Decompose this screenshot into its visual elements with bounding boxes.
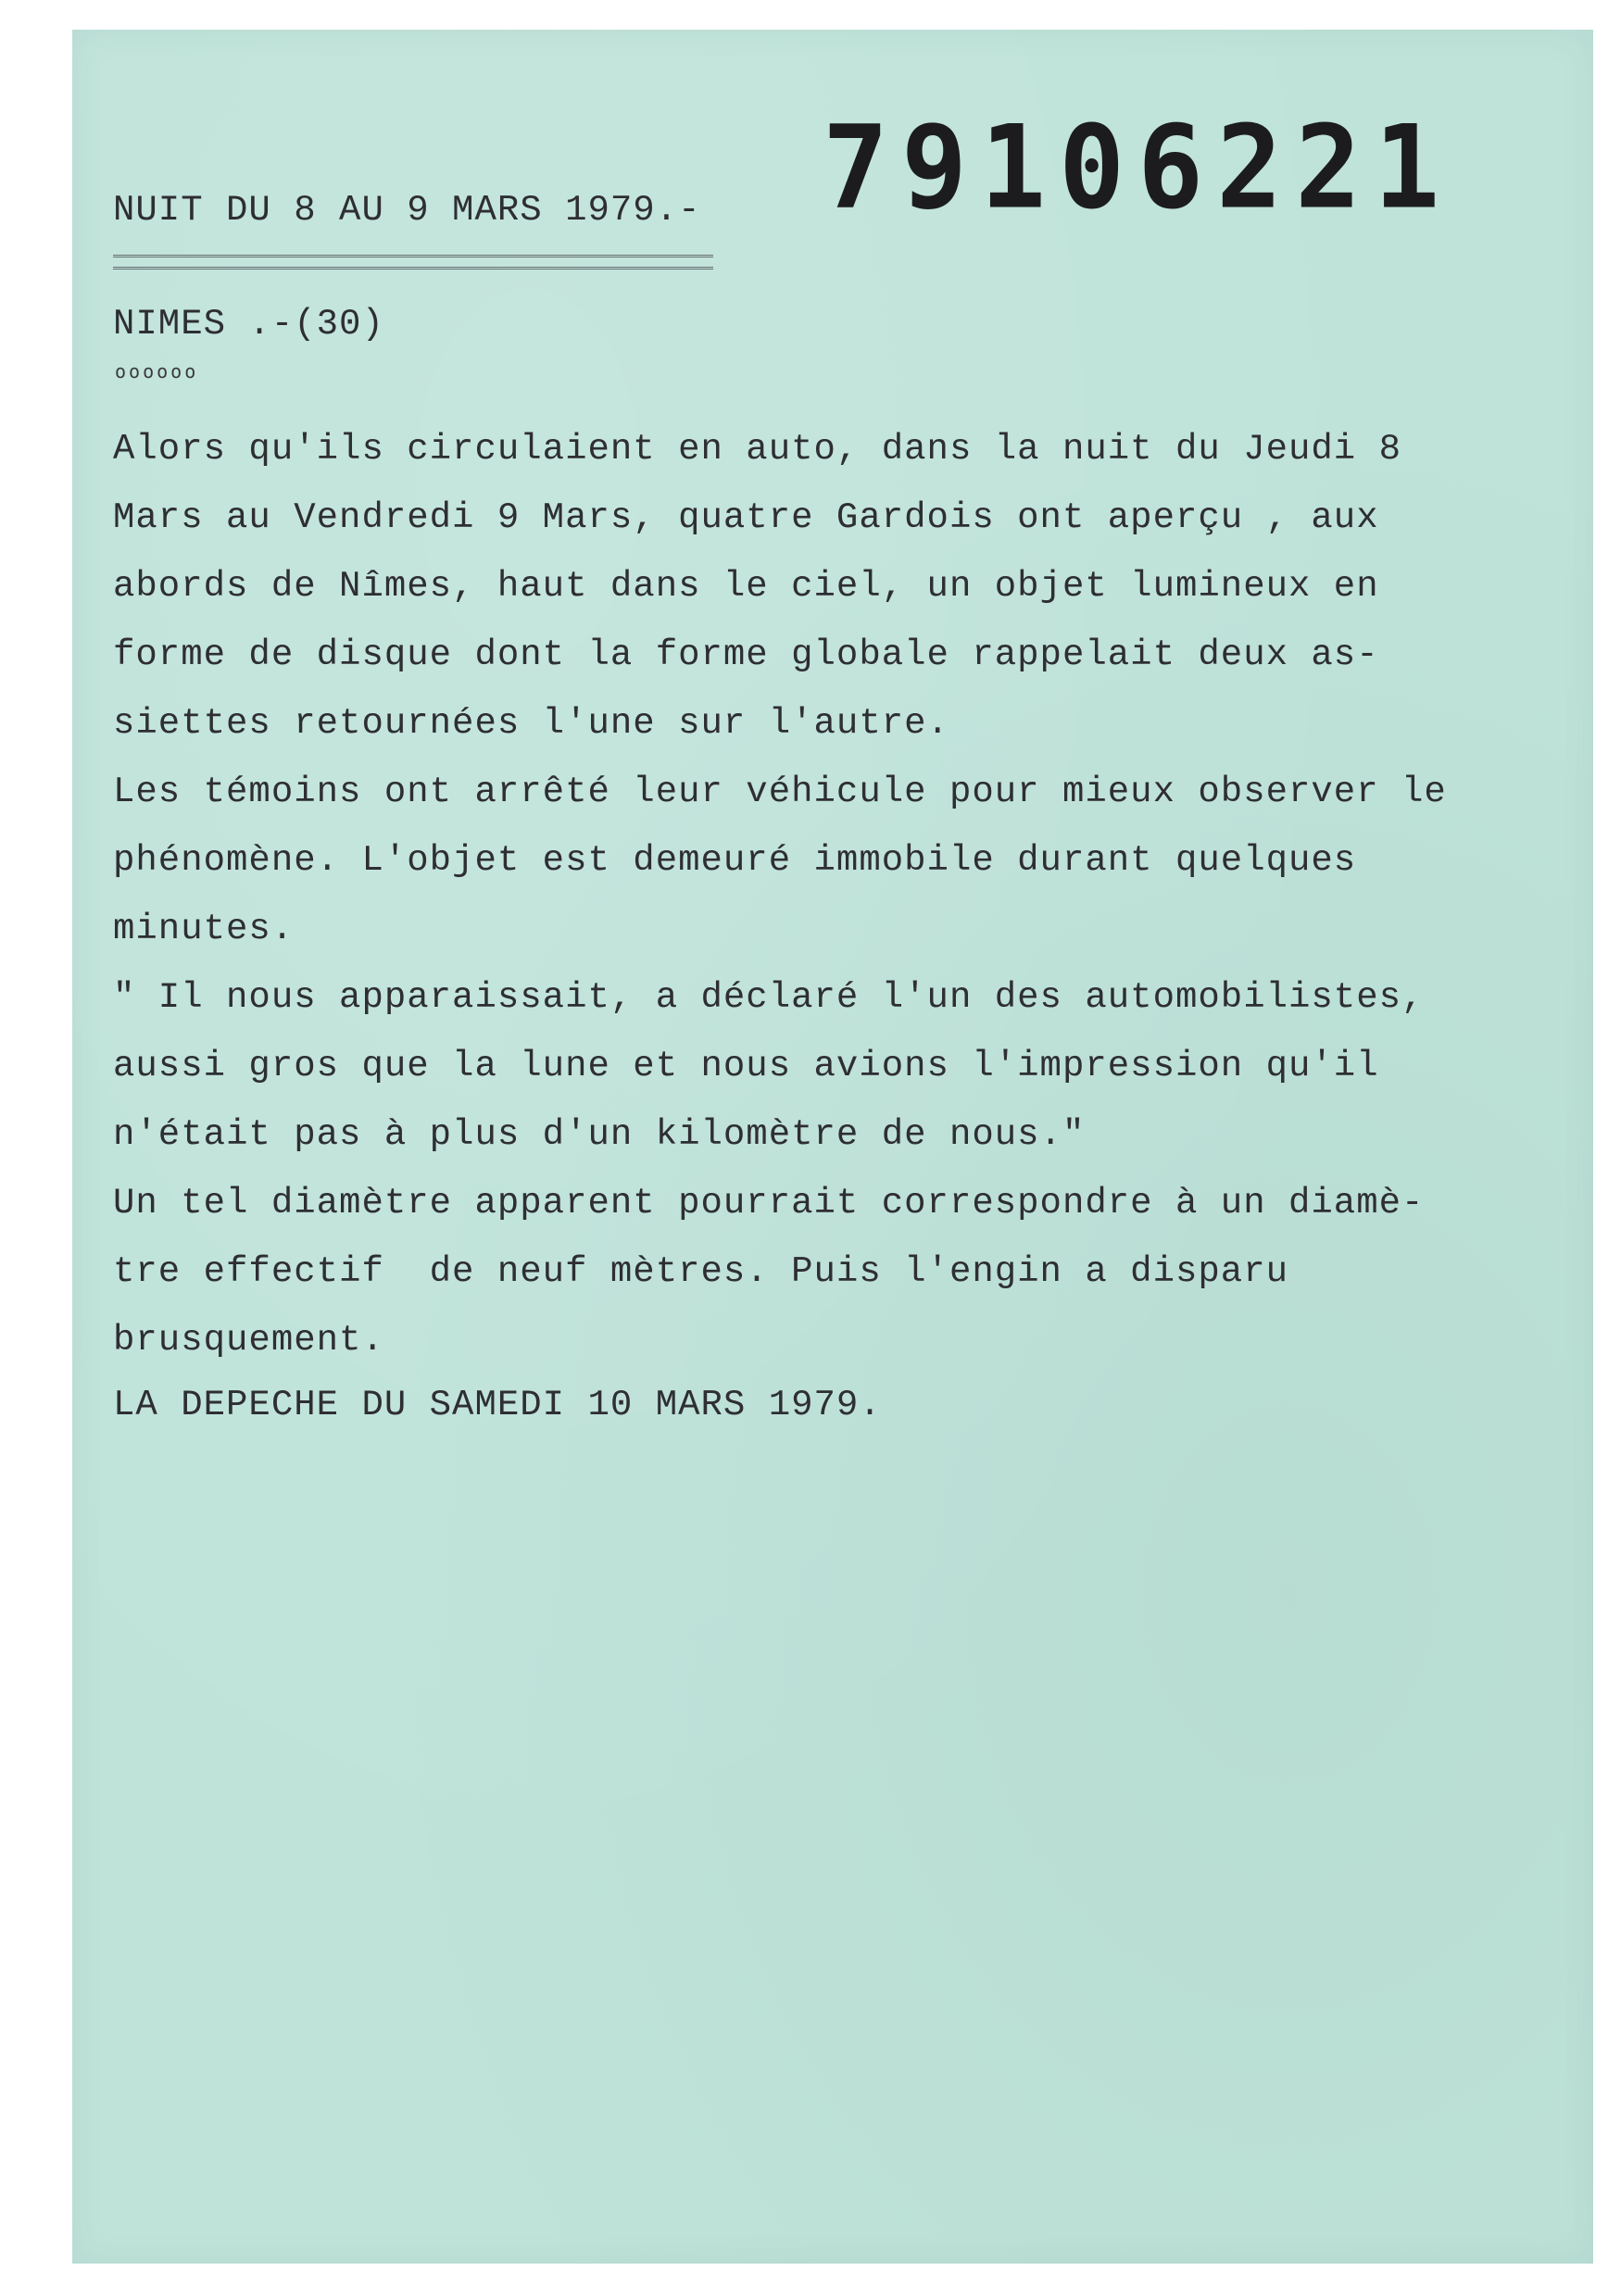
body-line: Un tel diamètre apparent pourrait correspondre à un diamè-: [113, 1183, 1425, 1223]
body-line: n'était pas à plus d'un kilomètre de nous.": [113, 1114, 1086, 1155]
article-body: [113, 424, 1558, 1384]
location-heading: NIMES .-(30): [113, 304, 384, 345]
body-line: Mars au Vendredi 9 Mars, quatre Gardois ont aperçu , aux: [113, 497, 1379, 538]
body-line: " Il nous apparaissait, a déclaré l'un des automobilistes,: [113, 977, 1425, 1018]
header-title: NUIT DU 8 AU 9 MARS 1979.-: [113, 190, 701, 231]
source-citation: LA DEPECHE DU SAMEDI 10 MARS 1979.: [113, 1385, 882, 1425]
body-line: Les témoins ont arrêté leur véhicule pour mieux observer le: [113, 772, 1447, 812]
body-line: minutes.: [113, 909, 295, 949]
body-line: phénomène. L'objet est demeuré immobile durant quelques: [113, 840, 1357, 881]
body-line: Alors qu'ils circulaient en auto, dans la nuit du Jeudi 8: [113, 429, 1402, 470]
header-double-underline: [113, 255, 713, 270]
reference-number-stamp: 79106221: [823, 100, 1453, 234]
location-underline: oooooo: [115, 360, 199, 383]
body-line: abords de Nîmes, haut dans le ciel, un objet lumineux en: [113, 566, 1379, 607]
body-line: forme de disque dont la forme globale rappelait deux as-: [113, 634, 1379, 675]
body-line: siettes retournées l'une sur l'autre.: [113, 703, 949, 744]
body-line: tre effectif de neuf mètres. Puis l'engin a disparu: [113, 1251, 1288, 1292]
body-line: brusquement.: [113, 1320, 384, 1361]
body-line: aussi gros que la lune et nous avions l'impression qu'il: [113, 1046, 1379, 1086]
